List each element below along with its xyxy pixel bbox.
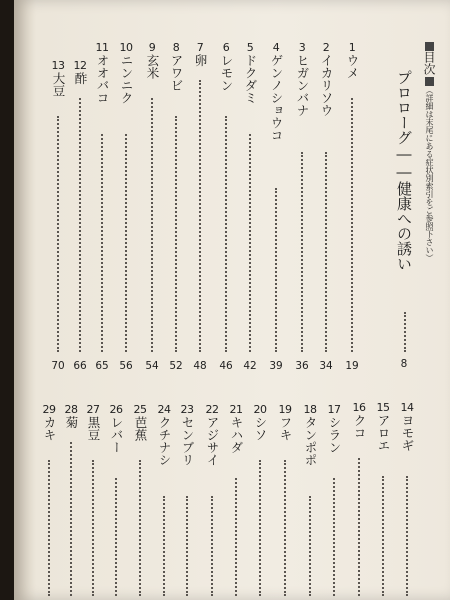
- toc-entry: [203, 404, 221, 466]
- entry-number: 18: [303, 403, 317, 416]
- entry-title: 卵: [193, 54, 208, 67]
- entry-leader: [235, 478, 237, 596]
- toc-entry: [62, 404, 80, 429]
- toc-entry: [317, 42, 335, 117]
- entry-page: 39: [269, 360, 283, 372]
- entry-leader: [333, 478, 335, 596]
- entry-leader: [382, 476, 384, 596]
- entry-leader: [151, 98, 153, 352]
- toc-entry: [398, 402, 416, 452]
- entry-title: 大豆: [51, 72, 66, 97]
- entry-title: アロエ: [376, 414, 391, 452]
- entry-page: 56: [119, 360, 133, 372]
- entry-title: ヨモギ: [400, 414, 415, 452]
- entry-number: 25: [133, 403, 147, 416]
- toc-entry: [93, 42, 111, 104]
- entry-number: 4: [272, 41, 280, 54]
- toc-entry: [84, 404, 102, 441]
- toc-entry: [241, 42, 259, 104]
- entry-leader: [92, 460, 94, 596]
- toc-entry: [117, 42, 135, 104]
- toc-header: [419, 42, 439, 262]
- entry-leader: [406, 476, 408, 596]
- entry-title: 菊: [64, 416, 79, 429]
- toc-entry: [178, 404, 196, 466]
- entry-number: 17: [327, 403, 341, 416]
- entry-title: タンポポ: [303, 416, 318, 466]
- toc-entry: [227, 404, 245, 454]
- entry-title: イカリソウ: [319, 54, 334, 117]
- entry-title: アジサイ: [205, 416, 220, 466]
- entry-title: キハダ: [229, 416, 244, 454]
- toc-entry: [40, 404, 58, 441]
- entry-title: レバー: [109, 416, 124, 454]
- toc-entry: [217, 42, 235, 92]
- toc-entry: [325, 404, 343, 454]
- entry-leader: [199, 80, 201, 352]
- entry-number: 24: [157, 403, 171, 416]
- entry-leader: [358, 458, 360, 596]
- prologue-entry: [392, 70, 416, 271]
- entry-number: 12: [73, 59, 87, 72]
- entry-number: 20: [253, 403, 267, 416]
- entry-title: 黒豆: [86, 416, 101, 441]
- entry-number: 19: [278, 403, 292, 416]
- entry-page: 19: [345, 360, 359, 372]
- toc-entry: [167, 42, 185, 92]
- entry-page: 46: [219, 360, 233, 372]
- entry-title: 玄米: [145, 54, 160, 79]
- entry-number: 28: [64, 403, 78, 416]
- entry-leader: [225, 116, 227, 352]
- entry-leader: [139, 460, 141, 596]
- entry-title: ドクダミ: [243, 54, 258, 104]
- entry-number: 1: [348, 41, 356, 54]
- entry-leader: [70, 442, 72, 596]
- entry-number: 29: [42, 403, 56, 416]
- prologue-leader: [404, 312, 406, 352]
- entry-title: センブリ: [180, 416, 195, 466]
- entry-number: 16: [352, 401, 366, 414]
- toc-entry: [293, 42, 311, 117]
- entry-title: フキ: [278, 416, 293, 441]
- entry-number: 3: [298, 41, 306, 54]
- entry-number: 22: [205, 403, 219, 416]
- entry-leader: [125, 134, 127, 352]
- toc-entry: [301, 404, 319, 466]
- entry-number: 11: [95, 41, 109, 54]
- entry-number: 6: [222, 41, 230, 54]
- entry-title: クコ: [352, 414, 367, 439]
- entry-page: 54: [145, 360, 159, 372]
- entry-number: 15: [376, 401, 390, 414]
- entry-title: アワビ: [169, 54, 184, 92]
- entry-page: 36: [295, 360, 309, 372]
- entry-title: シソ: [253, 416, 268, 441]
- entry-leader: [79, 98, 81, 352]
- entry-leader: [325, 152, 327, 352]
- entry-number: 26: [109, 403, 123, 416]
- entry-leader: [351, 98, 353, 352]
- entry-leader: [275, 188, 277, 352]
- prologue-page: 8: [400, 358, 408, 370]
- entry-number: 5: [246, 41, 254, 54]
- entry-leader: [163, 496, 165, 596]
- entry-page: 42: [243, 360, 257, 372]
- header-square-icon-2: [425, 77, 434, 86]
- toc-entry: [155, 404, 173, 466]
- entry-leader: [309, 496, 311, 596]
- header-square-icon: [425, 42, 434, 51]
- entry-title: ヒガンバナ: [295, 54, 310, 117]
- entry-number: 10: [119, 41, 133, 54]
- toc-entry: [350, 402, 368, 439]
- entry-page: 65: [95, 360, 109, 372]
- entry-page: 34: [319, 360, 333, 372]
- toc-entry: [107, 404, 125, 454]
- entry-number: 13: [51, 59, 65, 72]
- toc-entry: [49, 60, 67, 97]
- entry-title: ウメ: [345, 54, 360, 79]
- entry-title: カキ: [42, 416, 57, 441]
- entry-leader: [48, 460, 50, 596]
- toc-entry: [374, 402, 392, 452]
- toc-entry: [131, 404, 149, 441]
- entry-number: 2: [322, 41, 330, 54]
- entry-title: ニンニク: [119, 54, 134, 104]
- toc-note: （詳細は末尾にある症状別索引をご参照下さい）: [425, 86, 434, 262]
- toc-entry: [71, 60, 89, 85]
- toc-entry: [251, 404, 269, 441]
- entry-number: 23: [180, 403, 194, 416]
- entry-title: 酢: [73, 72, 88, 85]
- entry-number: 9: [148, 41, 156, 54]
- toc-entry: [276, 404, 294, 441]
- entry-number: 8: [172, 41, 180, 54]
- entry-title: クチナシ: [157, 416, 172, 466]
- entry-leader: [175, 116, 177, 352]
- toc-entry: [343, 42, 361, 79]
- entry-number: 21: [229, 403, 243, 416]
- entry-leader: [211, 496, 213, 596]
- entry-leader: [101, 134, 103, 352]
- entry-leader: [284, 460, 286, 596]
- entry-number: 27: [86, 403, 100, 416]
- entry-leader: [186, 496, 188, 596]
- toc-entry: [267, 42, 285, 142]
- prologue-label: プロローグ――健康への誘い: [395, 70, 413, 271]
- entry-title: レモン: [219, 54, 234, 92]
- entry-leader: [115, 478, 117, 596]
- toc-title: 目次: [422, 51, 436, 75]
- toc-entry: [191, 42, 209, 67]
- entry-page: 66: [73, 360, 87, 372]
- entry-title: ゲンノショウコ: [269, 54, 284, 142]
- entry-number: 14: [400, 401, 414, 414]
- toc-entry: [143, 42, 161, 79]
- entry-number: 7: [196, 41, 204, 54]
- entry-title: オオバコ: [95, 54, 110, 104]
- entry-page: 70: [51, 360, 65, 372]
- entry-title: 芭蕉: [133, 416, 148, 441]
- entry-leader: [259, 460, 261, 596]
- entry-leader: [249, 134, 251, 352]
- entry-page: 52: [169, 360, 183, 372]
- entry-title: シラン: [327, 416, 342, 454]
- entry-leader: [301, 152, 303, 352]
- toc-page: [14, 0, 450, 600]
- entry-leader: [57, 116, 59, 352]
- entry-page: 48: [193, 360, 207, 372]
